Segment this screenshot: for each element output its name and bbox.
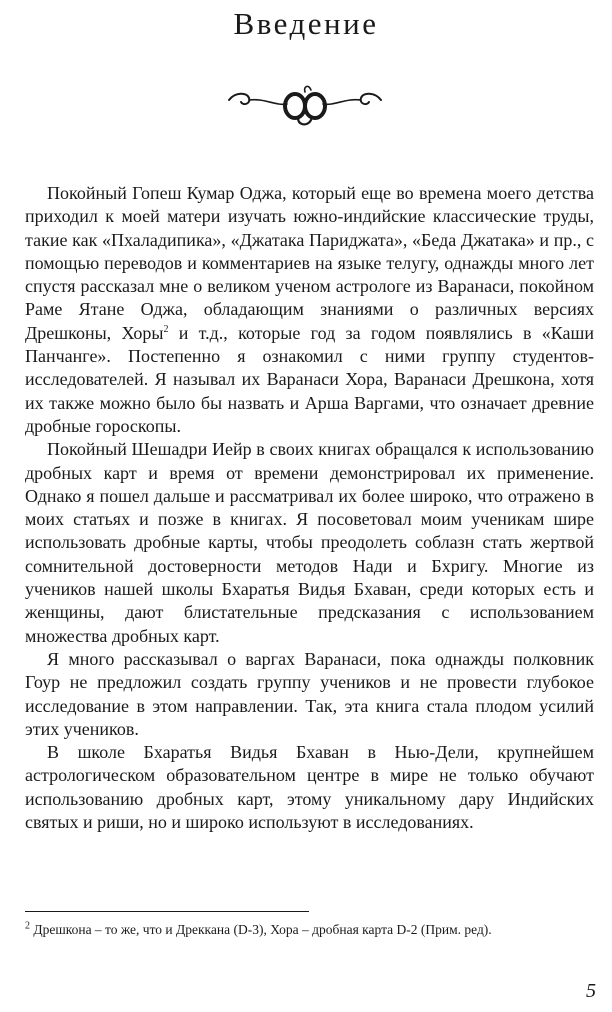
paragraph: Я много рассказывал о варгах Варанаси, пока однажды полковник Гоур не предложил создать группу учеников и не провести глубокое исследование в этом направлении. Так, эта книга стала плодом усилий этих учеников.	[25, 648, 594, 739]
footnote-divider	[25, 911, 309, 912]
flourish-ornament-icon	[225, 84, 385, 129]
body-text	[25, 182, 594, 834]
page-number: 5	[586, 980, 596, 1002]
footnote-marker: 2	[163, 323, 169, 335]
paragraph: Покойный Шешадри Иейр в своих книгах обращался к использованию дробных карт и время от времени демонстрировал их применение. Однако я пошел дальше и рассматривал их более широко, что отражено в моих статьях и позже в книгах. Я посоветовал моим ученикам шире использовать дробные карты, чтобы преодолеть соблазн стать жертвой сомнительной достоверности методов Нади и Бхригу. Многие из учеников нашей школы Бхаратья Видья Бхаван, среди которых есть и женщины, дают блистательные предсказания с использованием множества дробных карт.	[25, 439, 594, 646]
paragraph: В школе Бхаратья Видья Бхаван в Нью-Дели, крупнейшем астрологическом образовательном центре в мире не только обучают использованию дробных карт, этому уникальному дару Индийских святых и риши, но и широко используют в исследованиях.	[25, 742, 594, 833]
footnote	[25, 920, 594, 939]
footnote-text: Дрешкона – то же, что и Дреккана (D-3), Хора – дробная карта D-2 (Прим. ред).	[30, 922, 492, 937]
chapter-title: Введение	[233, 6, 379, 41]
paragraph: Покойный Гопеш Кумар Оджа, который еще во времена моего детства приходил к моей матери изучать южно-индийские классические труды, такие как «Пхаладипика», «Джатака Париджата», «Беда Джатака» и пр., с помощью переводов и комментариев на языке телугу, однажды много лет спустя рассказал мне о великом ученом астрологе из Варанаси, покойном Раме Ятане Оджа, обладающим знаниями о различных версиях Дрешконы, Хоры$^2$ и т.д., которые год за годом появлялись в «Каши Панчанге». Постепенно я ознакомил с ними группу студентов-исследователей. Я называл их Варанаси Хора, Варанаси Дрешкона, хотя их также можно было бы назвать и Арша Варгами, что означает древние дробные гороскопы.	[25, 183, 595, 436]
footnote-number: 2	[25, 920, 30, 932]
